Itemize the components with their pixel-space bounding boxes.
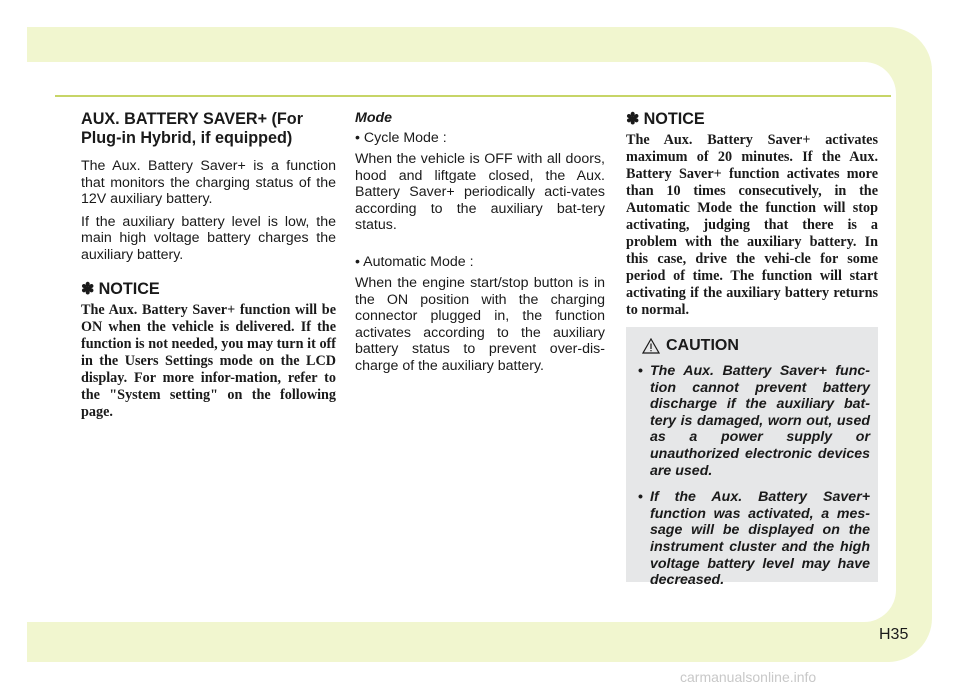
notice-star-icon: ✽	[81, 279, 95, 298]
notice-label: NOTICE	[98, 279, 160, 298]
caution-box	[626, 327, 878, 589]
middle-column	[355, 110, 605, 381]
automatic-mode-text: When the engine start/stop button is in the ON position with the charging connector plugged in, the function activates according to the auxiliary battery status to prevent over-dis-charge of the auxiliary battery.	[355, 274, 605, 374]
header-rule	[55, 95, 891, 97]
section-title: AUX. BATTERY SAVER+ (For Plug-in Hybrid, if equipped)	[81, 110, 303, 147]
notice-star-icon: ✽	[626, 110, 640, 128]
spacer	[355, 240, 605, 254]
notice-heading	[81, 280, 336, 298]
bullet: •	[638, 363, 643, 379]
page-number: H35	[879, 626, 909, 643]
notice-heading-right	[626, 110, 878, 128]
caution-label: CAUTION	[666, 337, 739, 354]
intro-paragraph: The Aux. Battery Saver+ is a function that monitors the charging status of the 12V auxiliary battery.	[81, 158, 336, 208]
mode-heading: Mode	[355, 110, 393, 126]
charge-paragraph: If the auxiliary battery level is low, the main high voltage battery charges the auxiliary battery.	[81, 213, 336, 263]
notice-text: The Aux. Battery Saver+ function will be ON when the vehicle is delivered. If the function is not needed, you may turn it off in the Users Settings mode on the LCD display. For more infor-mation, refer to the "System setting" on the following page.	[81, 301, 336, 420]
caution-item-text: If the Aux. Battery Saver+ function was activated, a mes-sage will be displayed on the instrument cluster and the high voltage battery level may have decreased.	[650, 489, 870, 589]
caution-item	[638, 363, 870, 479]
right-column	[626, 110, 878, 319]
cycle-mode-label: • Cycle Mode :	[355, 130, 447, 146]
warning-triangle-icon	[642, 338, 660, 354]
automatic-mode-label: • Automatic Mode :	[355, 253, 474, 270]
caution-item-text: The Aux. Battery Saver+ func-tion cannot prevent battery discharge if the auxiliary bat-tery is damaged, worn out, used as a power supply or unauthorized electronic devices are used.	[650, 363, 870, 479]
notice-text-right: The Aux. Battery Saver+ activates maximum of 20 minutes. If the Aux. Battery Saver+ function activates more than 10 times consecutively, in the Automatic Mode the function will stop activating, judging that there is a problem with the auxiliary battery. In this case, drive the vehi-cle for some period of time. The function will start activating if the auxiliary battery returns to normal.	[626, 132, 878, 318]
bullet: •	[638, 489, 643, 506]
left-column	[81, 110, 336, 421]
caution-item	[638, 489, 870, 589]
watermark: carmanualsonline.info	[680, 669, 817, 685]
caution-list	[638, 363, 870, 599]
notice-label: NOTICE	[643, 110, 705, 128]
cycle-mode-text: When the vehicle is OFF with all doors, hood and liftgate closed, the Aux. Battery Saver+ periodically acti-vates according to the auxiliary bat-tery status.	[355, 151, 605, 234]
caution-heading	[642, 335, 739, 357]
